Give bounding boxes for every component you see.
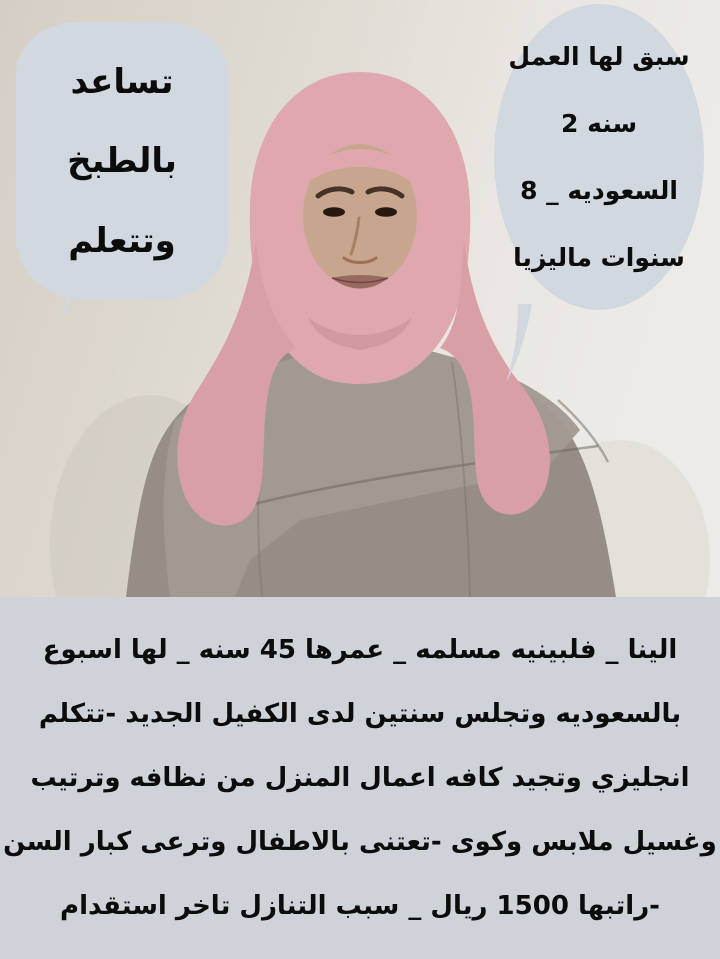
- bubble-line: سنوات ماليزيا: [513, 243, 685, 272]
- description-line: انجليزي وتجيد كافه اعمال المنزل من نظافه وترتيب: [30, 763, 690, 793]
- description-section: [0, 597, 720, 959]
- bubble-line: وتتعلم: [68, 220, 176, 261]
- description-line: بالسعوديه وتجلس سنتين لدى الكفيل الجديد -تتكلم: [38, 699, 682, 729]
- speech-bubble-left: [16, 22, 228, 300]
- speech-bubble-left-tail: [42, 294, 76, 360]
- bubble-line: تساعد: [70, 61, 174, 102]
- bubble-line: سنه 2: [560, 109, 638, 138]
- bubble-line: بالطبخ: [67, 141, 177, 181]
- bubble-line: سبق لها العمل: [508, 42, 690, 71]
- speech-bubble-right-tail: [506, 304, 534, 384]
- speech-bubble-right: [494, 4, 704, 310]
- description-line: وغسيل ملابس وكوى -تعتنى بالاطفال وترعى كبار السن: [3, 827, 717, 857]
- eye-right: [375, 207, 397, 217]
- description-line: -راتبها 1500 ريال _ سبب التنازل تاخر استقدام: [60, 891, 660, 921]
- description-line: الينا _ فلبينيه مسلمه _ عمرها 45 سنه _ لها اسبوع: [42, 635, 678, 665]
- bubble-line: السعوديه _ 8: [520, 176, 678, 205]
- eye-left: [323, 207, 345, 217]
